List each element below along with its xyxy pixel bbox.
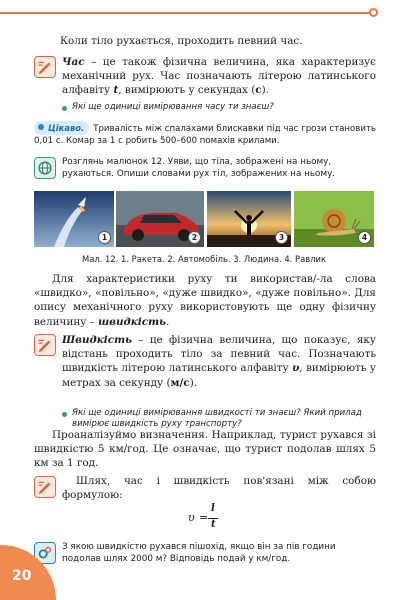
time-definition: Час – це також фізична величина, яка характеризує механічний рух. Час позначають літерою латинського алфавіту t, вимірюють у секундах (с). bbox=[62, 56, 376, 97]
speed-formula: υ = l t bbox=[188, 505, 248, 531]
photo-number: 1 bbox=[98, 231, 111, 244]
globe-task-icon bbox=[34, 157, 56, 179]
task-describe-motion: Розглянь малюнок 12. Уяви, що тіла, зображені на ньому, рухаються. Опиши словами рух тіл, зображених на ньому. bbox=[62, 157, 336, 180]
question-time-units: Які ще одиниці вимірювання часу ти знаєш? bbox=[62, 102, 376, 114]
car-photo bbox=[116, 191, 204, 247]
definition-icon bbox=[34, 56, 56, 78]
photo-number: 2 bbox=[188, 231, 201, 244]
person-photo bbox=[207, 191, 291, 247]
definition-icon bbox=[34, 334, 56, 356]
top-rule bbox=[0, 12, 372, 14]
photo-number: 4 bbox=[358, 231, 371, 244]
figure-caption: Мал. 12. 1. Ракета. 2. Автомобіль. 3. Людина. 4. Равлик bbox=[81, 254, 327, 264]
formula-intro: Шлях, час і швидкість пов'язані між собою формулою: bbox=[62, 475, 376, 502]
intro-paragraph: Коли тіло рухається, проходить певний час. bbox=[60, 35, 303, 47]
speed-intro-paragraph: Для характеристики руху ти використав/-ла слова «швидко», «повільно», «дуже швидко», «дуже повільно». Для опису механічного руху використовують ще одну фізичну величину – швидкість. bbox=[34, 273, 376, 328]
example-paragraph: Проаналізуймо визначення. Наприклад, турист рухався зі швидкістю 5 км/год. Це означає, що турист подолав шлях 5 км за 1 год. bbox=[34, 429, 376, 470]
interesting-badge: Цікаво. bbox=[34, 121, 89, 135]
rocket-photo bbox=[34, 191, 114, 247]
interesting-fact: Цікаво. Тривалість між спалахами блискавки під час грози становить 0,01 с. Комар за 1 с робить 500–600 помахів крилами. bbox=[34, 123, 376, 147]
photo-number: 3 bbox=[275, 231, 288, 244]
speed-definition: Швидкість – це фізична величина, що показує, яку відстань проходить тіло за певний час. Позначають швидкість літерою латинського алфавіту υ, вимірюють у метрах за секунду (м/с). bbox=[62, 334, 376, 389]
top-rule-dot bbox=[369, 8, 378, 17]
snail-photo bbox=[294, 191, 374, 247]
definition-icon bbox=[34, 476, 56, 498]
page-number: 20 bbox=[12, 568, 32, 584]
task-pedestrian-speed: З якою швидкістю рухався пішохід, якщо він за пів години подолав шлях 2000 м? Відповідь подай у км/год. bbox=[62, 542, 336, 565]
question-speed-units: Які ще одиниці вимірювання швидкості ти знаєш? Який прилад вимірює швидкість руху транспорту? bbox=[62, 408, 376, 431]
